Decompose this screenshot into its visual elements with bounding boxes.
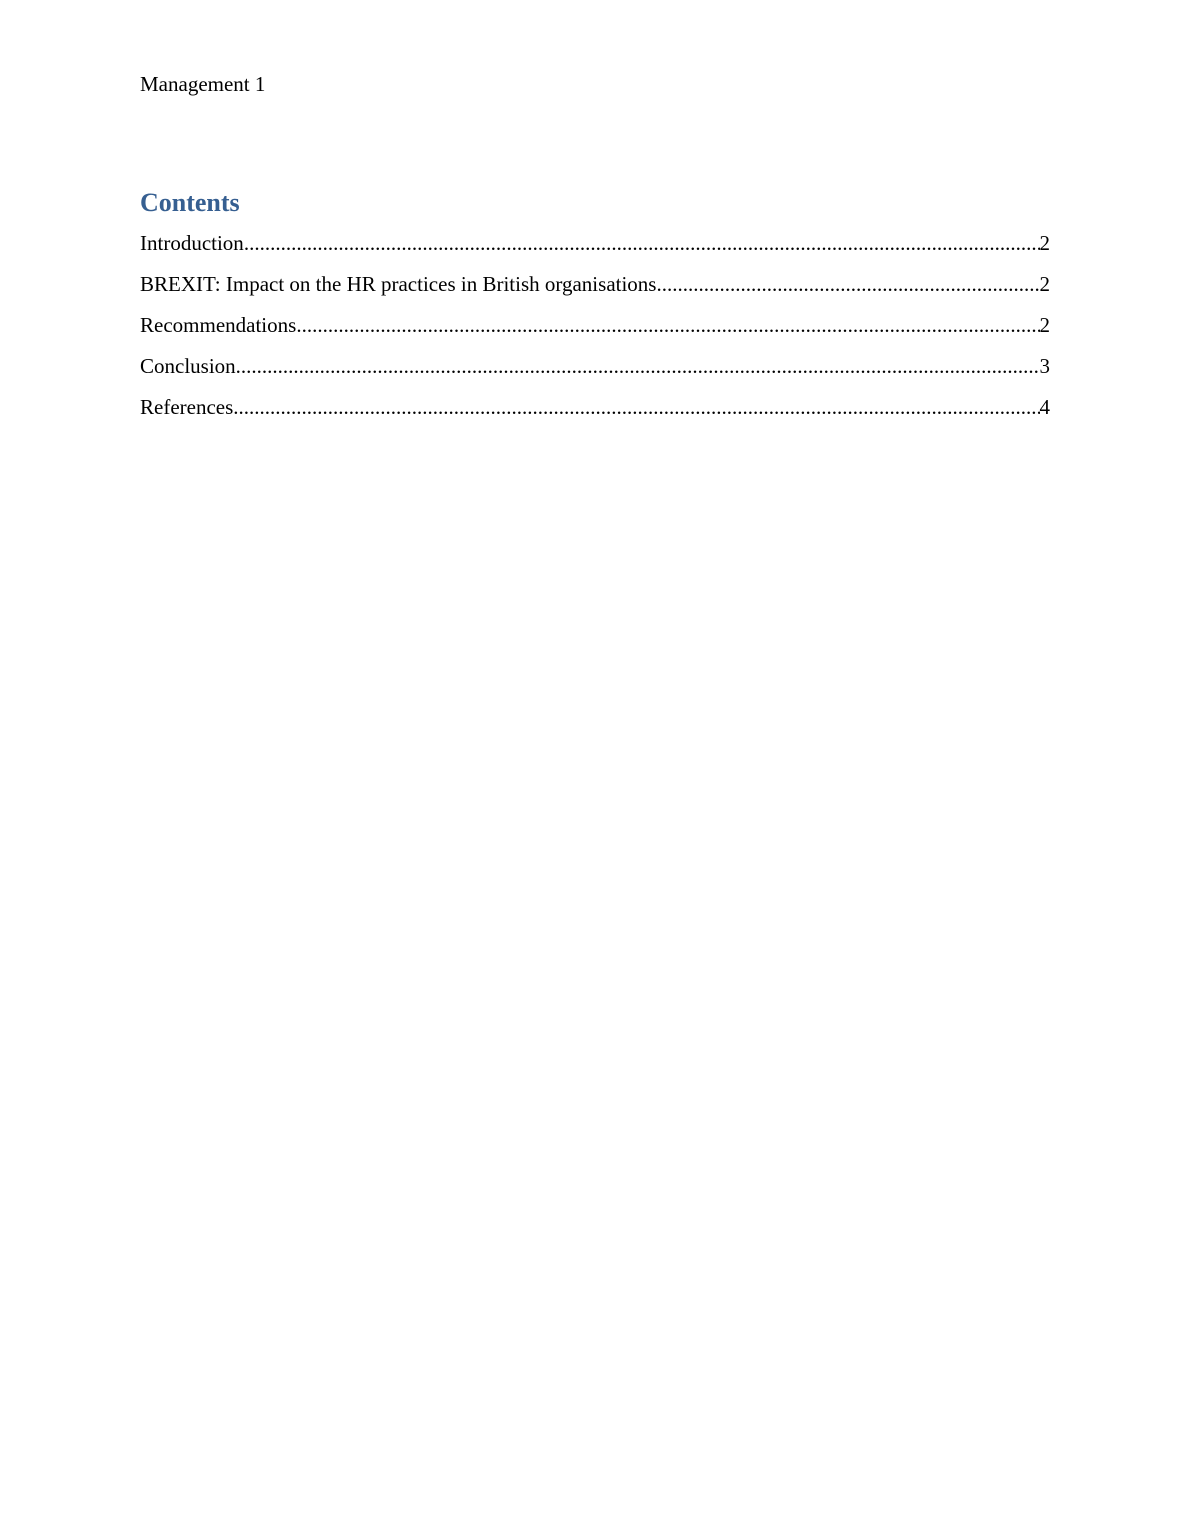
toc-entry-title: Recommendations	[140, 313, 297, 337]
toc-entry-introduction[interactable]	[140, 230, 1050, 271]
toc-dot-leader	[233, 394, 1039, 420]
toc-entry-recommendations[interactable]	[140, 312, 1050, 353]
toc-heading: Contents	[140, 188, 240, 217]
toc-dot-leader	[236, 353, 1040, 379]
toc-entry-page: 4	[1039, 395, 1050, 419]
toc-entry-page: 3	[1039, 354, 1050, 378]
toc-entry-page: 2	[1039, 231, 1050, 255]
toc-entry-brexit[interactable]	[140, 271, 1050, 312]
toc-entry-page: 2	[1039, 272, 1050, 296]
toc-entry-title: References	[140, 395, 234, 419]
toc-dot-leader	[656, 271, 1039, 297]
toc-dot-leader	[296, 312, 1039, 338]
running-head: Management 1	[140, 72, 266, 96]
toc-entry-title: Introduction	[140, 231, 244, 255]
toc-entry-title: Conclusion	[140, 354, 236, 378]
toc-entry-conclusion[interactable]	[140, 353, 1050, 394]
table-of-contents	[140, 186, 1050, 435]
toc-entry-references[interactable]	[140, 394, 1050, 435]
toc-entry-page: 2	[1039, 313, 1050, 337]
toc-dot-leader	[244, 230, 1040, 256]
toc-entry-title: BREXIT: Impact on the HR practices in British organisations	[140, 272, 657, 296]
